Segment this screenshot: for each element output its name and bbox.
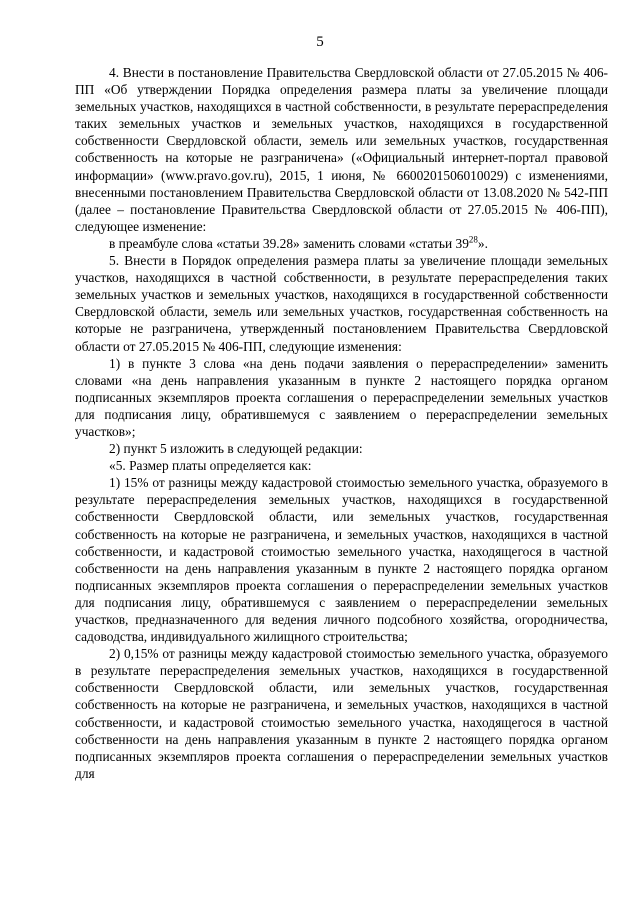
- paragraph-rate-15-percent: 1) 15% от разницы между кадастровой стоимостью земельного участка, образуемого в результате перераспределения земельных участков, находящихся в государственной собственности Свердловской области, или земельных участков, государственная собственность на которые не разграничена, и земельных участков, находящихся в частной собственности, и кадастровой стоимостью земельного участка, находящегося в частной собственности на день направления указанным в пункте 2 настоящего порядка органом подписанных экземпляров проекта соглашения о перераспределении земельных участков для подписания лицу, обратившемуся с заявлением о перераспределении земельных участков, предназначенного для ведения личного подсобного хозяйства, огородничества, садоводства, индивидуального жилищного строительства;: [75, 475, 608, 645]
- preamble-change-text: в преамбуле слова «статьи 39.28» заменить словами «статьи 39: [109, 235, 469, 251]
- document-body: [75, 64, 608, 782]
- paragraph-item-5: 5. Внести в Порядок определения размера платы за увеличение площади земельных участков, находящихся в частной собственности, в результате перераспределения таких земельных участков и земельных участков, находящихся в государственной собственности Свердловской области, земель или земельных участков, государственная собственность на которые не разграничена, утвержденный постановлением Правительства Свердловской области от 27.05.2015 № 406-ПП, следующие изменения:: [75, 253, 608, 354]
- paragraph-rate-0-15-percent: 2) 0,15% от разницы между кадастровой стоимостью земельного участка, образуемого в результате перераспределения земельных участков, находящихся в государственной собственности Свердловской области, или земельных участков, государственная собственность на которые не разграничена, и земельных участков, находящихся в частной собственности, и кадастровой стоимостью земельного участка, находящегося в частной собственности на день направления указанным в пункте 2 настоящего порядка органом подписанных экземпляров проекта соглашения о перераспределении земельных участков для: [75, 646, 608, 781]
- superscript-28: 28: [468, 234, 478, 245]
- paragraph-subitem-1: 1) в пункте 3 слова «на день подачи заявления о перераспределении» заменить словами «на день направления указанным в пункте 2 настоящего порядка органом подписанных экземпляров проекта соглашения о перераспределении земельных участков для подписания лицу, обратившемуся с заявлением о перераспределении земельных участков»;: [75, 355, 608, 439]
- paragraph-new-point-5: «5. Размер платы определяется как:: [109, 458, 312, 474]
- paragraph-preamble-change: [75, 235, 608, 252]
- paragraph-subitem-2: 2) пункт 5 изложить в следующей редакции:: [109, 441, 363, 457]
- paragraph-item-4: 4. Внести в постановление Правительства Свердловской области от 27.05.2015 № 406-ПП «Об утверждении Порядка определения размера платы за увеличение площади земельных участков, находящихся в частной собственности, в результате перераспределения таких земельных участков и земельных участков, находящихся в государственной собственности Свердловской области, земель или земельных участков, государственная собственность на которые не разграничена» («Официальный интернет-портал правовой информации» (www.pravo.gov.ru), 2015, 1 июня, № 6600201506010029) с изменениями, внесенными постановлением Правительства Свердловской области от 13.08.2020 № 542-ПП (далее – постановление Правительства Свердловской области от 27.05.2015 № 406-ПП), следующее изменение:: [75, 65, 608, 234]
- preamble-change-closing: ».: [477, 235, 488, 251]
- page-number: 5: [316, 34, 324, 50]
